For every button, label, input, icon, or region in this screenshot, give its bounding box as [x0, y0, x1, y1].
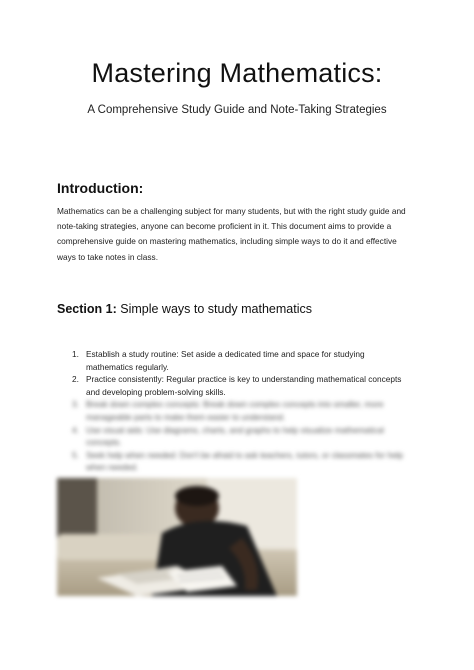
list-item — [72, 449, 412, 474]
list-item-text: Break down complex concepts: Break down complex concepts into smaller, more manageable parts to make them easier to understand. — [86, 399, 384, 422]
list-item — [72, 348, 412, 373]
section-1-label: Section 1: — [57, 302, 117, 316]
list-item-text: Use visual aids: Use diagrams, charts, and graphs to help visualize mathematical concepts. — [86, 424, 384, 448]
list-item-number: 4. — [72, 424, 79, 435]
document-subtitle: A Comprehensive Study Guide and Note-Taking Strategies — [87, 104, 387, 116]
list-item — [72, 424, 412, 449]
list-item — [72, 398, 412, 423]
list-item-number: 5. — [72, 449, 79, 460]
study-tips-list — [72, 348, 412, 474]
introduction-paragraph: Mathematics can be a challenging subject for many students, but with the right study guide and note-taking strategies, anyone can become proficient in it. This document aims to provide a comprehensive guide on mastering mathematics, including simple ways to do it and effective ways to take notes in class. — [57, 206, 406, 262]
introduction-heading: Introduction: — [57, 180, 144, 196]
list-item-text: Seek help when needed: Don't be afraid to ask teachers, tutors, or classmates for help when needed. — [86, 449, 404, 473]
student-studying-photo — [57, 478, 297, 596]
section-1-title: Simple ways to study mathematics — [120, 302, 312, 316]
list-item-text: Establish a study routine: Set aside a dedicated time and space for studying mathematics regularly. — [86, 349, 365, 372]
list-item — [72, 373, 412, 398]
list-item-text: Practice consistently: Regular practice is key to understanding mathematical concepts and developing problem-solving skills. — [86, 374, 402, 397]
document-title: Mastering Mathematics: — [91, 58, 383, 88]
list-item-number: 1. — [72, 349, 79, 359]
list-item-number: 2. — [72, 374, 79, 385]
section-1-heading — [57, 302, 312, 316]
student-studying-illustration — [57, 478, 297, 596]
list-item-number: 3. — [72, 399, 79, 410]
